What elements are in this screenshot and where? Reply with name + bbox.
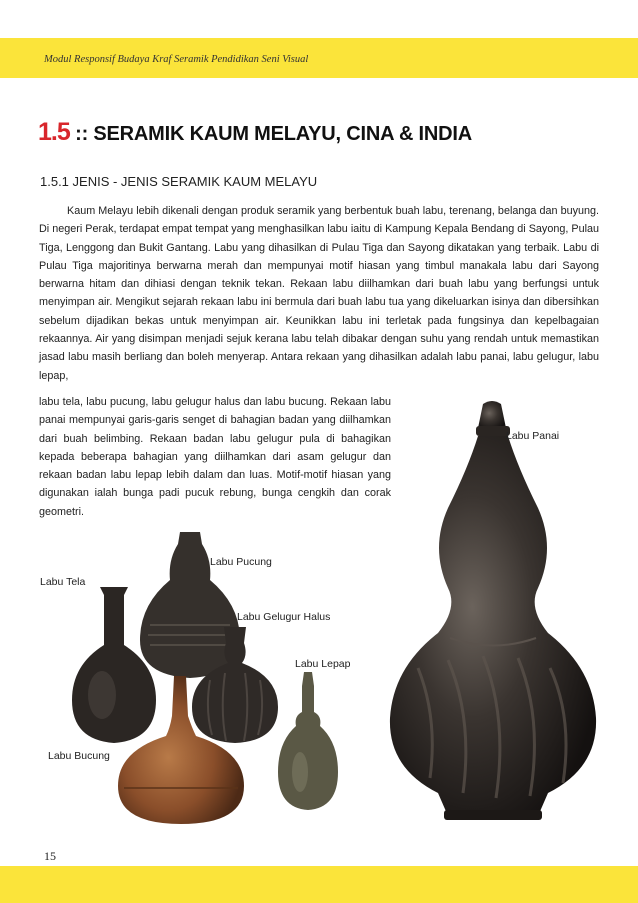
label-labu-panai: Labu Panai [506, 430, 560, 442]
section-title [38, 118, 472, 147]
section-title-text: SERAMIK KAUM MELAYU, CINA & INDIA [93, 123, 473, 145]
label-labu-tela: Labu Tela [40, 576, 86, 588]
footer-band [0, 866, 638, 903]
label-labu-pucung: Labu Pucung [210, 556, 272, 568]
page-number: 15 [44, 849, 56, 863]
labu-bucung-image [116, 676, 246, 826]
running-header: Modul Responsif Budaya Kraf Seramik Pendidikan Seni Visual [44, 54, 309, 65]
main-paragraph: Kaum Melayu lebih dikenali dengan produk seramik yang berbentuk buah labu, terenang, belanga dan buyung. Di negeri Perak, terdapat empat tempat yang menghasilkan labu iaitu di Kampung Kepala Bendang di Sayong, Pulau Tiga, Lenggong dan Bukit Gantang. Labu yang dihasilkan di Pulau Tiga dan Sayong dikatakan yang terbaik. Labu di Pulau Tiga majoritinya berwarna merah dan mempunyai motif hiasan yang timbul manakala labu dari Sayong berwarna hitam dan dihiasi dengan teknik tekan. Rekaan labu diilhamkan dari buah labu yang berfungsi untuk menyimpan air. Mengikut sejarah rekaan labu ini bermula dari buah labu tua yang dikeluarkan isinya dan dibersihkan sebelum dijadikan bekas untuk menyimpan air. Keunikkan labu ini terletak pada fungsinya dan kepelbagaian rekaannya. Air yang disimpan menjadi sejuk kerana labu telah dibakar dengan suhu yang rendah untuk memastikan jasad labu masih berliang dan boleh menyerap. Antara rekaan yang dihasilkan adalah labu panai, labu gelugur, labu lepap, [39, 205, 599, 382]
section-number: 1.5 [38, 118, 70, 146]
label-labu-lepap: Labu Lepap [295, 658, 351, 670]
subsection-heading: 1.5.1 JENIS - JENIS SERAMIK KAUM MELAYU [40, 174, 318, 189]
section-separator: :: [75, 123, 89, 145]
label-labu-bucung: Labu Bucung [48, 750, 110, 762]
labu-panai-image [378, 398, 608, 828]
side-paragraph: labu tela, labu pucung, labu gelugur halus dan labu bucung. Rekaan labu panai mempunyai garis-garis senget di bahagian badan yang diilhamkan dari buah belimbing. Rekaan badan labu gelugur pula di bahagikan kepada beberapa bahagian yang diilhamkan dari asam gelugur dan rekaan badan labu lepap lebih dalam dan luas. Motif-motif hiasan yang digunakan ialah bunga padi pucuk rebung, bunga cengkih dan corak geometri. [39, 396, 391, 518]
label-labu-gelugur-halus: Labu Gelugur Halus [237, 611, 331, 623]
labu-lepap-image [276, 672, 340, 812]
